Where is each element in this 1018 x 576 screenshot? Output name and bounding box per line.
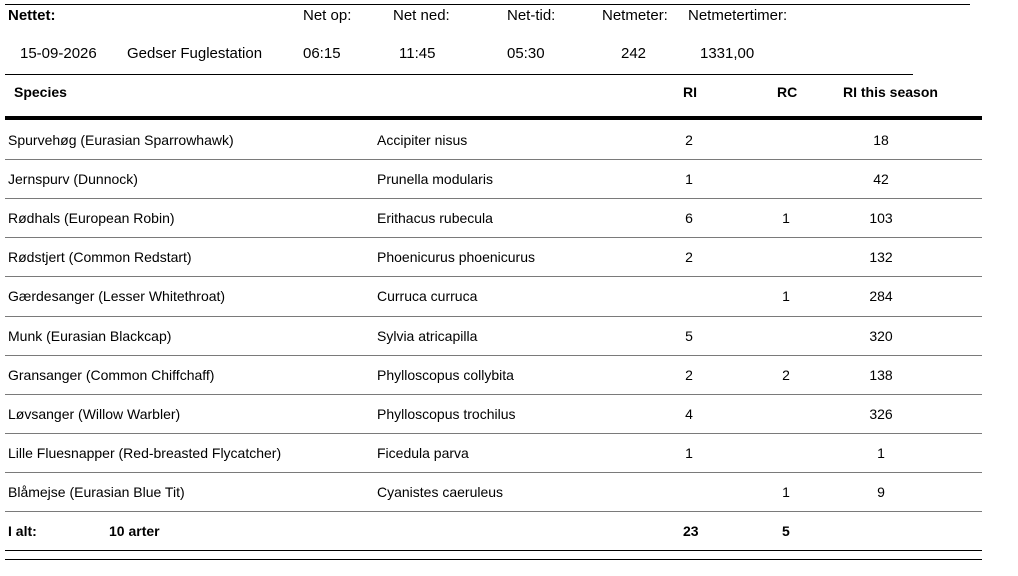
species-ri-season: 132 [869,249,893,265]
species-ri-season: 1 [877,445,885,461]
bottom-rule-1 [5,550,982,551]
species-latin: Erithacus rubecula [377,210,493,226]
net-meters-label: Netmeter: [602,7,668,24]
col-header-ri-season: RI this season [843,84,938,100]
net-meter-hours-value: 1331,00 [700,45,755,62]
net-label: Nettet: [8,7,56,24]
net-down-label: Net ned: [393,7,450,24]
species-ri-season: 9 [877,484,885,500]
species-latin: Prunella modularis [377,171,493,187]
species-ri-season: 42 [873,171,889,187]
row-divider [5,394,982,395]
species-latin: Curruca curruca [377,288,478,304]
species-ri: 1 [685,445,693,461]
species-name: Rødstjert (Common Redstart) [8,249,192,265]
species-rc: 1 [782,484,790,500]
species-ri: 6 [685,210,693,226]
row-divider [5,198,982,199]
species-latin: Cyanistes caeruleus [377,484,504,500]
species-name: Gransanger (Common Chiffchaff) [8,367,215,383]
total-ri: 23 [683,523,699,539]
row-divider [5,159,982,160]
species-name: Rødhals (European Robin) [8,210,175,226]
col-header-ri: RI [683,84,697,100]
net-up-value: 06:15 [303,45,341,62]
species-ri-season: 18 [873,132,889,148]
net-date: 15-09-2026 [20,45,97,62]
net-meter-hours-label: Netmetertimer: [688,7,788,24]
header-rule [5,74,913,75]
species-ri: 2 [685,132,693,148]
row-divider [5,433,982,434]
station-name: Gedser Fuglestation [127,45,263,62]
total-rule-top [5,511,982,512]
row-divider [5,276,982,277]
species-rc: 1 [782,288,790,304]
species-name: Spurvehøg (Eurasian Sparrowhawk) [8,132,234,148]
row-divider [5,355,982,356]
species-ri: 2 [685,249,693,265]
species-rc: 2 [782,367,790,383]
species-latin: Phoenicurus phoenicurus [377,249,535,265]
species-latin: Phylloscopus trochilus [377,406,516,422]
table-header-rule [5,116,982,120]
species-name: Gærdesanger (Lesser Whitethroat) [8,288,226,304]
species-latin: Ficedula parva [377,445,469,461]
species-name: Munk (Eurasian Blackcap) [8,328,172,344]
species-name: Lille Fluesnapper (Red-breasted Flycatcher) [8,445,282,461]
species-name: Jernspurv (Dunnock) [8,171,138,187]
species-ri-season: 320 [869,328,893,344]
species-name: Blåmejse (Eurasian Blue Tit) [8,484,185,500]
total-species-count: 10 arter [109,523,160,539]
net-up-label: Net op: [303,7,352,24]
col-header-species: Species [14,84,67,100]
species-ri: 4 [685,406,693,422]
species-rc: 1 [782,210,790,226]
species-ri-season: 138 [869,367,893,383]
species-ri: 5 [685,328,693,344]
net-meters-value: 242 [621,45,647,62]
total-rc: 5 [782,523,790,539]
species-ri: 2 [685,367,693,383]
net-time-label: Net-tid: [507,7,556,24]
row-divider [5,316,982,317]
net-down-value: 11:45 [399,45,436,62]
species-ri: 1 [685,171,693,187]
col-header-rc: RC [777,84,798,100]
top-rule [5,4,970,5]
row-divider [5,237,982,238]
species-latin: Phylloscopus collybita [377,367,514,383]
species-latin: Accipiter nisus [377,132,468,148]
species-name: Løvsanger (Willow Warbler) [8,406,181,422]
species-ri-season: 326 [869,406,893,422]
bottom-rule-2 [5,559,982,560]
species-latin: Sylvia atricapilla [377,328,478,344]
net-time-value: 05:30 [507,45,545,62]
total-label: I alt: [8,523,37,539]
species-ri-season: 284 [869,288,893,304]
species-ri-season: 103 [869,210,893,226]
row-divider [5,472,982,473]
